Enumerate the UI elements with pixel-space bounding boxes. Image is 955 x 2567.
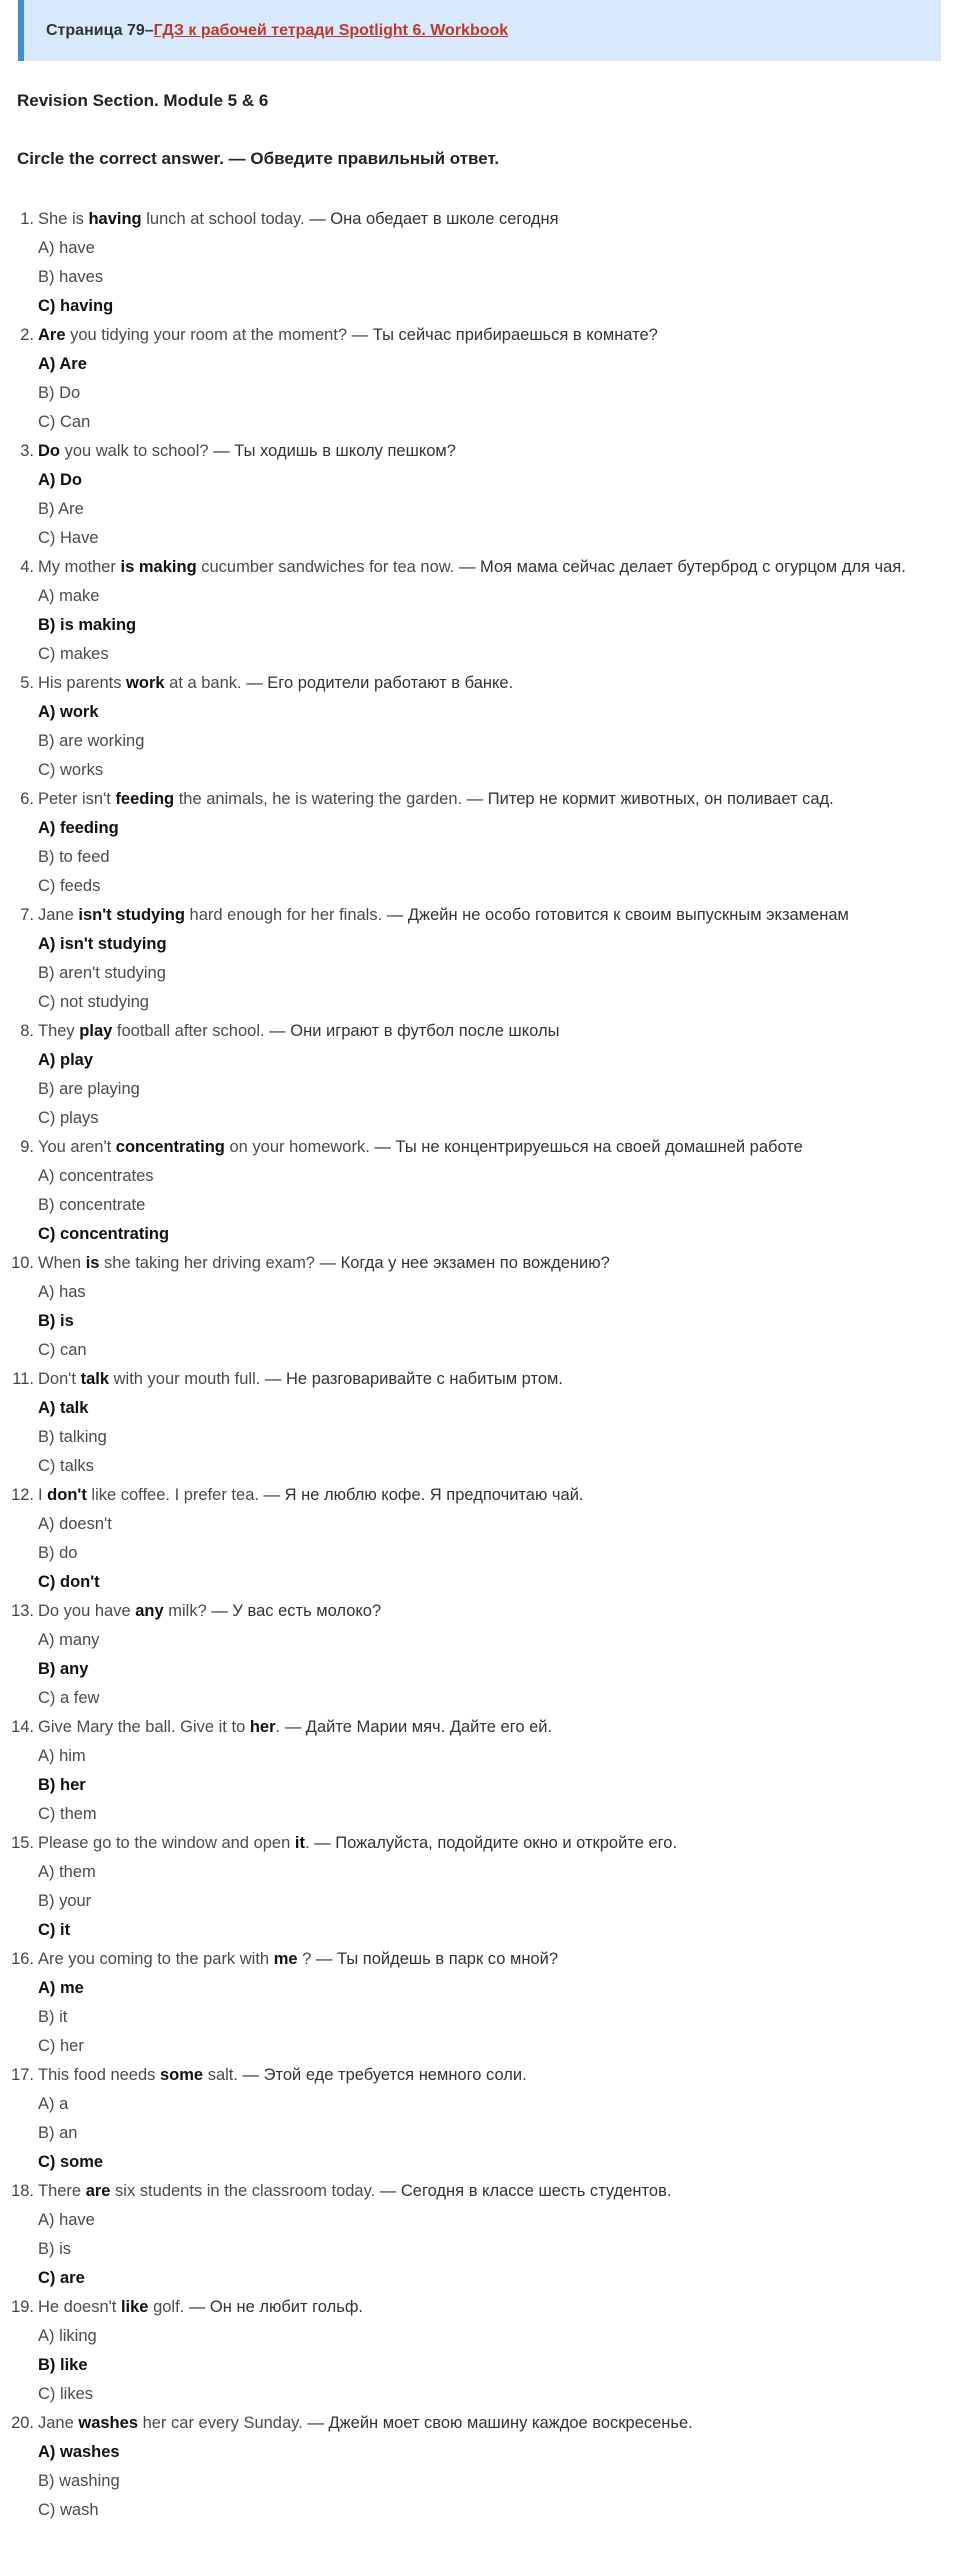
question-text-pre: Jane — [38, 906, 79, 924]
question-text-post: . — [275, 1718, 281, 1736]
question-text-pre: This food needs — [38, 2066, 160, 2084]
question-text-post: hard enough for her finals. — [184, 906, 383, 924]
answer-option: A) has — [38, 1283, 86, 1301]
question-translation: — Они играют в футбол после школы — [264, 1022, 560, 1040]
page-header-banner — [18, 0, 941, 61]
answer-option: B) haves — [38, 268, 104, 286]
question-text-post: like coffee. I prefer tea. — [86, 1486, 259, 1504]
question-item — [0, 553, 955, 669]
question-text-pre: You aren't — [38, 1138, 116, 1156]
question-highlight: talk — [80, 1370, 110, 1388]
answer-option-correct: A) isn't studying — [38, 935, 167, 953]
question-highlight: is — [85, 1254, 100, 1272]
answer-option-correct: A) washes — [38, 2443, 120, 2461]
question-number: 3. — [20, 442, 34, 460]
answer-option: B) your — [38, 1892, 92, 1910]
question-translation: — Питер не кормит животных, он поливает сад. — [462, 790, 834, 808]
question-item — [0, 1249, 955, 1365]
question-number: 20. — [11, 2414, 34, 2432]
question-number: 14. — [11, 1718, 34, 1736]
answer-option-correct: A) work — [38, 703, 99, 721]
question-number: 18. — [11, 2182, 34, 2200]
question-translation: — Когда у нее экзамен по вождению? — [314, 1254, 610, 1272]
question-text-post: you tidying your room at the moment? — [65, 326, 348, 344]
answer-option: A) make — [38, 587, 100, 605]
question-text-pre: Give Mary the ball. Give it to — [38, 1718, 250, 1736]
question-highlight: Are — [38, 326, 66, 344]
answer-option-correct: A) play — [38, 1051, 94, 1069]
question-highlight: some — [160, 2066, 204, 2084]
question-highlight: it — [294, 1834, 305, 1852]
question-text-post: football after school. — [112, 1022, 265, 1040]
question-highlight: her — [249, 1718, 276, 1736]
question-highlight: play — [79, 1022, 113, 1040]
question-highlight: like — [120, 2298, 149, 2316]
question-text-post: six students in the classroom today. — [110, 2182, 376, 2200]
question-text-pre: My mother — [38, 558, 121, 576]
answer-option: C) makes — [38, 645, 109, 663]
answer-option-correct: A) Do — [38, 471, 82, 489]
question-number: 11. — [12, 1370, 34, 1388]
question-text — [38, 2061, 955, 2090]
question-text — [38, 2177, 955, 2206]
question-number: 10. — [11, 1254, 34, 1272]
question-number: 6. — [20, 790, 34, 808]
question-item — [0, 785, 955, 901]
answer-option: B) Do — [38, 384, 81, 402]
workbook-link[interactable]: ГДЗ к рабочей тетради Spotlight 6. Workbook — [153, 21, 509, 39]
answer-option: B) washing — [38, 2472, 120, 2490]
answer-option: A) a — [38, 2095, 69, 2113]
question-translation: — Дайте Марии мяч. Дайте его ей. — [280, 1718, 553, 1736]
answer-option: C) a few — [38, 1689, 100, 1707]
answer-option: A) have — [38, 2211, 95, 2229]
question-text — [38, 1249, 955, 1278]
question-number: 4. — [20, 558, 34, 576]
question-highlight: washes — [78, 2414, 138, 2432]
question-highlight: are — [85, 2182, 111, 2200]
answer-option-correct: C) some — [38, 2153, 104, 2171]
answer-option: B) are playing — [38, 1080, 140, 1098]
question-text — [38, 669, 955, 698]
question-number: 1. — [20, 210, 34, 228]
question-translation: — Джейн не особо готовится к своим выпускным экзаменам — [382, 906, 849, 924]
question-number: 16. — [11, 1950, 34, 1968]
question-text — [38, 2293, 955, 2322]
answer-option: A) many — [38, 1631, 100, 1649]
question-text — [38, 1133, 955, 1162]
question-text-pre: He doesn't — [38, 2298, 121, 2316]
question-item — [0, 1133, 955, 1249]
question-number: 9. — [20, 1138, 34, 1156]
question-text — [38, 1481, 955, 1510]
question-text-post: golf. — [148, 2298, 185, 2316]
answer-option: A) concentrates — [38, 1167, 154, 1185]
answer-option-correct: C) it — [38, 1921, 71, 1939]
question-text — [38, 901, 955, 930]
question-highlight: any — [135, 1602, 164, 1620]
question-text — [38, 1945, 955, 1974]
question-text — [38, 1829, 955, 1858]
question-item — [0, 669, 955, 785]
answer-option-correct: C) are — [38, 2269, 85, 2287]
question-text-post: the animals, he is watering the garden. — [174, 790, 463, 808]
question-highlight: is making — [120, 558, 197, 576]
answer-option: B) are working — [38, 732, 145, 750]
question-item — [0, 1945, 955, 2061]
answer-option: C) wash — [38, 2501, 99, 2519]
question-item — [0, 437, 955, 553]
answer-option: C) likes — [38, 2385, 94, 2403]
answer-option: A) them — [38, 1863, 96, 1881]
question-text-pre: His parents — [38, 674, 127, 692]
instruction: Circle the correct answer. — Обведите правильный ответ. — [17, 149, 500, 168]
question-text-pre: Jane — [38, 2414, 79, 2432]
question-text-post: her car every Sunday. — [138, 2414, 303, 2432]
question-text — [38, 785, 955, 814]
answer-option: B) an — [38, 2124, 78, 2142]
question-translation: — Ты не концентрируешься на своей домашней работе — [369, 1138, 803, 1156]
question-item — [0, 2177, 955, 2293]
question-translation: — Пожалуйста, подойдите окно и откройте его. — [309, 1834, 678, 1852]
question-text-pre: Peter isn't — [38, 790, 116, 808]
answer-option-correct: A) Are — [38, 355, 87, 373]
question-highlight: work — [126, 674, 165, 692]
question-text-post: at a bank. — [164, 674, 242, 692]
question-text — [38, 321, 955, 350]
question-translation: — Я не люблю кофе. Я предпочитаю чай. — [258, 1486, 584, 1504]
answer-option: B) Are — [38, 500, 84, 518]
question-highlight: feeding — [115, 790, 175, 808]
answer-option-correct: B) is — [38, 1312, 74, 1330]
answer-option: A) him — [38, 1747, 86, 1765]
question-item — [0, 1713, 955, 1829]
page-label: Страница 79 — [46, 21, 145, 39]
question-text-pre: I — [38, 1486, 48, 1504]
question-highlight: don't — [47, 1486, 87, 1504]
answer-option-correct: B) any — [38, 1660, 89, 1678]
answer-option: C) Can — [38, 413, 91, 431]
question-text-post: with your mouth full. — [109, 1370, 261, 1388]
question-highlight: having — [88, 210, 142, 228]
question-text-pre: There — [38, 2182, 86, 2200]
question-text-pre: They — [38, 1022, 80, 1040]
answer-option: B) aren't studying — [38, 964, 166, 982]
question-item — [0, 1017, 955, 1133]
question-number: 17. — [11, 2066, 34, 2084]
answer-option: B) do — [38, 1544, 78, 1562]
question-translation: — Ты пойдешь в парк со мной? — [311, 1950, 559, 1968]
question-translation: — Джейн моет свою машину каждое воскресенье. — [302, 2414, 693, 2432]
answer-option-correct: A) talk — [38, 1399, 89, 1417]
question-translation: — Ты сейчас прибираешься в комнате? — [347, 326, 658, 344]
answer-option-correct: B) is making — [38, 616, 137, 634]
question-text-post: salt. — [203, 2066, 238, 2084]
question-text-pre: Please go to the window and open — [38, 1834, 295, 1852]
question-item — [0, 2061, 955, 2177]
question-text-pre: She is — [38, 210, 89, 228]
answer-option: C) works — [38, 761, 104, 779]
question-text-post: lunch at school today. — [141, 210, 305, 228]
answer-option-correct: C) don't — [38, 1573, 100, 1591]
question-text — [38, 553, 955, 582]
question-highlight: concentrating — [115, 1138, 225, 1156]
answer-option: A) have — [38, 239, 95, 257]
answer-option: A) doesn't — [38, 1515, 112, 1533]
question-text — [38, 205, 955, 234]
answer-option-correct: C) having — [38, 297, 114, 315]
answer-option: A) liking — [38, 2327, 97, 2345]
answer-option: C) Have — [38, 529, 99, 547]
question-translation: — Он не любит гольф. — [184, 2298, 364, 2316]
question-item — [0, 321, 955, 437]
question-text — [38, 1713, 955, 1742]
answer-option: B) talking — [38, 1428, 107, 1446]
question-text — [38, 1365, 955, 1394]
question-item — [0, 1481, 955, 1597]
question-text — [38, 1017, 955, 1046]
header-separator: – — [144, 21, 154, 39]
question-translation: — У вас есть молоко? — [206, 1602, 382, 1620]
question-translation: — Моя мама сейчас делает бутерброд с огурцом для чая. — [454, 558, 906, 576]
question-text — [38, 437, 955, 466]
question-text-post: milk? — [163, 1602, 207, 1620]
question-text — [38, 2409, 955, 2438]
answer-option: C) plays — [38, 1109, 99, 1127]
question-number: 7. — [20, 906, 34, 924]
question-highlight: Do — [38, 442, 60, 460]
question-text-post: ? — [297, 1950, 312, 1968]
answer-option: B) concentrate — [38, 1196, 146, 1214]
question-text-post: she taking her driving exam? — [99, 1254, 315, 1272]
question-highlight: isn't studying — [78, 906, 185, 924]
question-translation: — Сегодня в классе шесть студентов. — [375, 2182, 672, 2200]
question-translation: — Этой еде требуется немного соли. — [237, 2066, 527, 2084]
answer-option-correct: A) me — [38, 1979, 84, 1997]
question-highlight: me — [273, 1950, 298, 1968]
answer-option: C) feeds — [38, 877, 101, 895]
answer-option: B) to feed — [38, 848, 110, 866]
question-text-pre: Do you have — [38, 1602, 136, 1620]
question-text-post: you walk to school? — [60, 442, 209, 460]
question-text-post: cucumber sandwiches for tea now. — [196, 558, 455, 576]
question-text — [38, 1597, 955, 1626]
answer-option: B) it — [38, 2008, 68, 2026]
question-number: 13. — [11, 1602, 34, 1620]
answer-option: C) them — [38, 1805, 97, 1823]
question-translation: — Она обедает в школе сегодня — [304, 210, 559, 228]
question-item — [0, 2293, 955, 2409]
question-item — [0, 901, 955, 1017]
question-number: 5. — [20, 674, 34, 692]
question-number: 15. — [11, 1834, 34, 1852]
question-text-pre: Don't — [38, 1370, 81, 1388]
question-number: 2. — [20, 326, 34, 344]
question-number: 12. — [11, 1486, 34, 1504]
question-text-pre: When — [38, 1254, 86, 1272]
question-translation: — Не разговаривайте с набитым ртом. — [260, 1370, 563, 1388]
answer-option: C) can — [38, 1341, 87, 1359]
question-item — [0, 205, 955, 321]
answer-option: C) not studying — [38, 993, 149, 1011]
answer-option-correct: B) her — [38, 1776, 86, 1794]
answer-option-correct: B) like — [38, 2356, 88, 2374]
answer-option: C) talks — [38, 1457, 94, 1475]
question-translation: — Его родители работают в банке. — [241, 674, 514, 692]
question-text-pre: Are you coming to the park with — [38, 1950, 274, 1968]
question-list — [0, 205, 955, 2525]
answer-option: C) her — [38, 2037, 84, 2055]
question-item — [0, 1829, 955, 1945]
question-text-post: on your homework. — [224, 1138, 370, 1156]
answer-option-correct: C) concentrating — [38, 1225, 170, 1243]
question-text-post: . — [304, 1834, 310, 1852]
question-item — [0, 2409, 955, 2525]
section-title: Revision Section. Module 5 & 6 — [17, 91, 269, 110]
answer-option: B) is — [38, 2240, 71, 2258]
question-number: 8. — [20, 1022, 34, 1040]
question-item — [0, 1365, 955, 1481]
answer-option-correct: A) feeding — [38, 819, 119, 837]
question-number: 19. — [11, 2298, 34, 2316]
question-translation: — Ты ходишь в школу пешком? — [208, 442, 456, 460]
question-item — [0, 1597, 955, 1713]
